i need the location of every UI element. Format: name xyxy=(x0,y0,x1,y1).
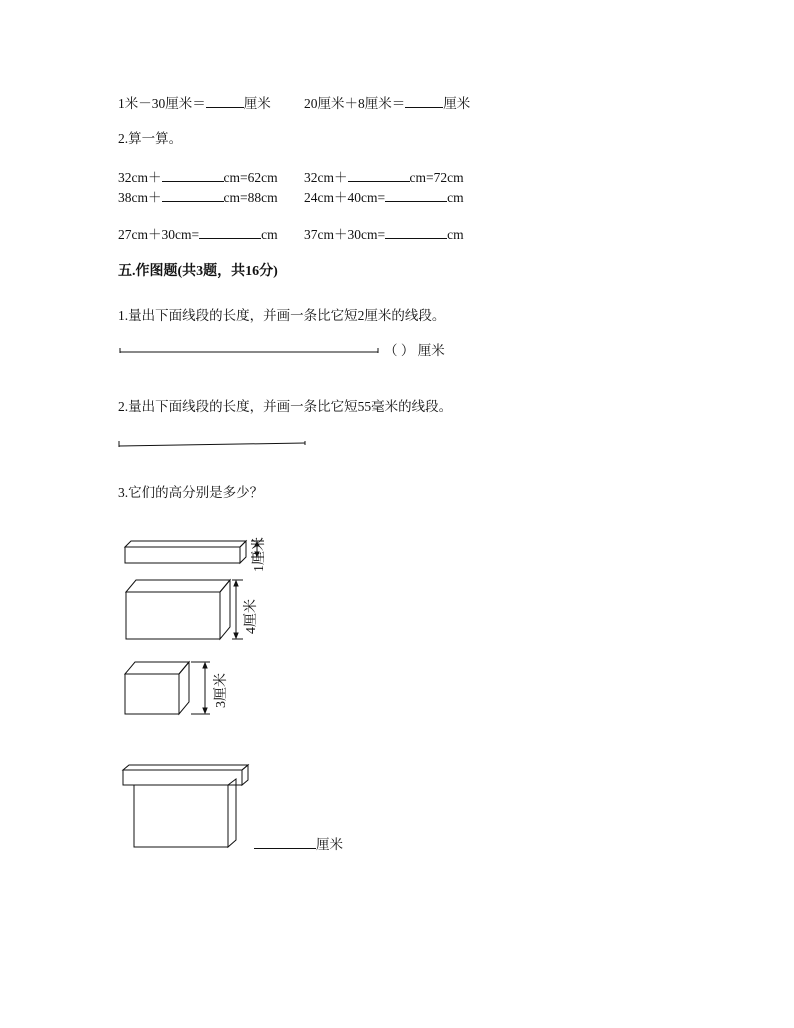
conversion-b-unit: 厘米 xyxy=(443,96,471,111)
box-3cm xyxy=(125,662,210,714)
q2-segment xyxy=(119,441,305,447)
box-1cm xyxy=(125,541,264,563)
q1-segment xyxy=(120,348,378,353)
calc-expression-tail: cm=72cm xyxy=(409,170,464,185)
q1-answer xyxy=(384,343,445,359)
answer-blank[interactable] xyxy=(254,835,316,849)
label-1cm: 1厘米 xyxy=(252,537,267,572)
section5-heading: 五.作图题(共3题，共16分) xyxy=(118,264,278,279)
conversion-a-left: 1米－30厘米＝ xyxy=(118,96,206,111)
calc-expression: 32cm＋ xyxy=(118,170,162,185)
calc-expression-tail: cm=88cm xyxy=(223,190,278,205)
q3-answer xyxy=(254,835,343,853)
box-4cm xyxy=(126,580,243,639)
q3-text: 3.它们的高分别是多少？ xyxy=(118,485,264,500)
q1-unit: 厘米 xyxy=(417,343,445,358)
calc-expression-tail: cm xyxy=(261,227,278,242)
label-4cm: 4厘米 xyxy=(244,599,259,634)
q1-answer-paren[interactable]: （ ） xyxy=(384,343,415,358)
q1-text: 1.量出下面线段的长度，并画一条比它短2厘米的线段。 xyxy=(118,308,446,323)
calc-expression-tail: cm=62cm xyxy=(223,170,278,185)
conversion-b-left: 20厘米＋8厘米＝ xyxy=(304,96,406,111)
conversion-a-unit: 厘米 xyxy=(243,96,271,111)
calc-expression: 24cm＋40cm= xyxy=(304,190,386,205)
q2-text: 2.量出下面线段的长度，并画一条比它短55毫米的线段。 xyxy=(118,399,453,414)
stacked-figure xyxy=(123,765,248,847)
calc-expression-tail: cm xyxy=(447,190,464,205)
calc-expression: 37cm＋30cm= xyxy=(304,227,386,242)
calc-expression-tail: cm xyxy=(447,227,464,242)
section2-title: 2.算一算。 xyxy=(118,131,183,146)
calc-expression: 38cm＋ xyxy=(118,190,162,205)
q3-answer-unit: 厘米 xyxy=(316,837,343,852)
label-3cm: 3厘米 xyxy=(214,673,229,708)
calc-expression: 27cm＋30cm= xyxy=(118,227,200,242)
calc-expression: 32cm＋ xyxy=(304,170,348,185)
